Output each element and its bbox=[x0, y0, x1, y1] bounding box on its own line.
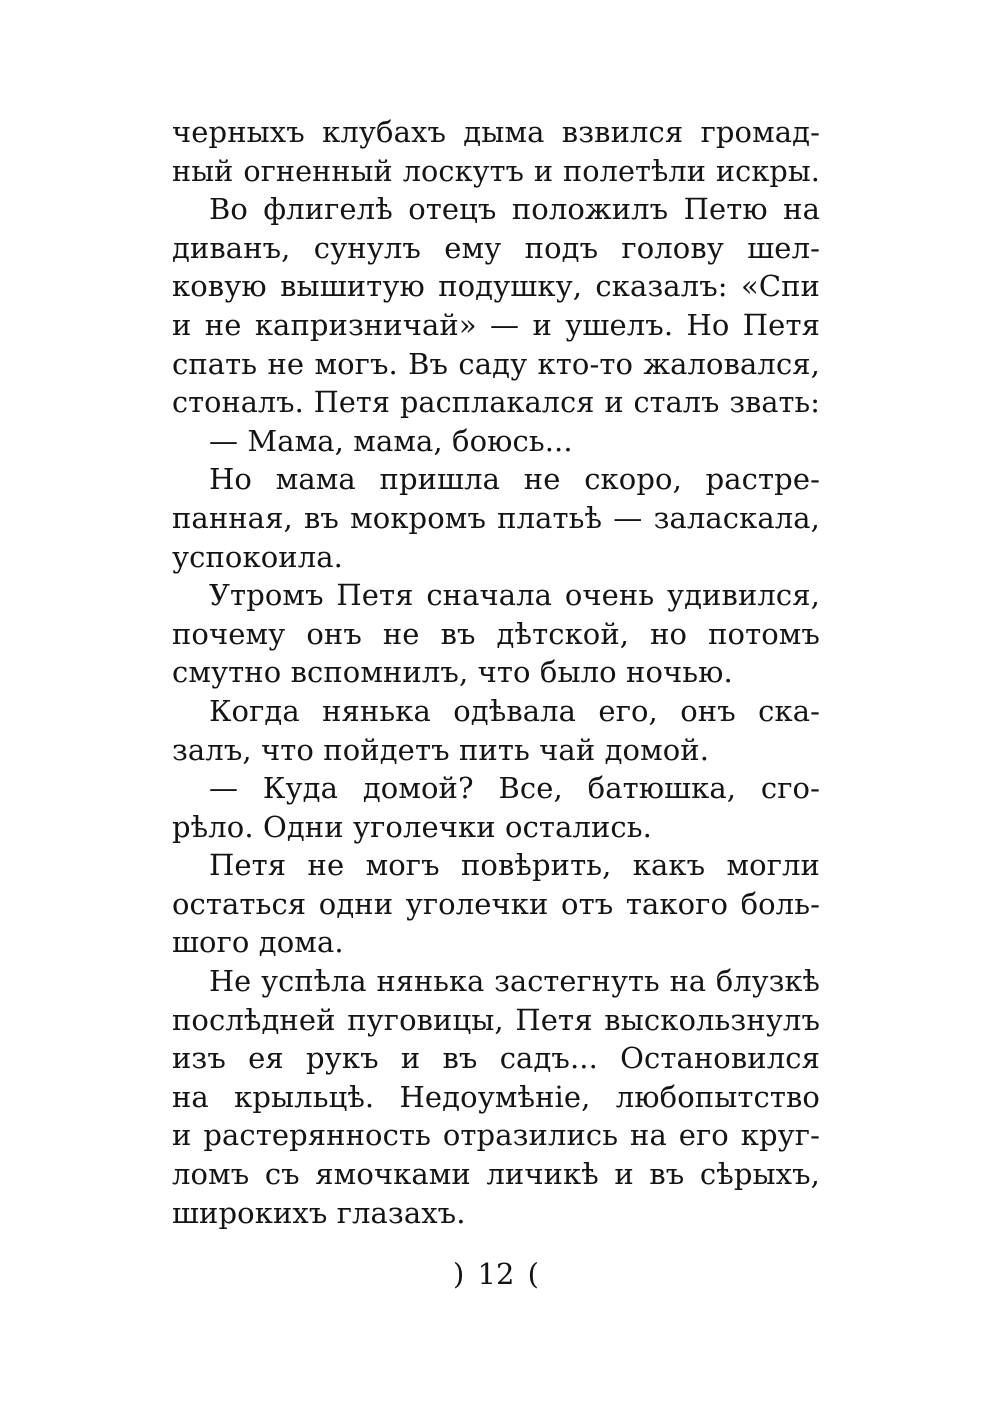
text-line: ломъ съ ямочками личикѣ и въ сѣрыхъ, bbox=[172, 1157, 820, 1192]
body-text bbox=[172, 113, 820, 1232]
text-line: ный огненный лоскутъ и полетѣли искры. bbox=[172, 153, 820, 188]
text-line: остаться одни уголечки отъ такого боль- bbox=[172, 886, 820, 921]
text-line: диванъ, сунулъ ему подъ голову шел- bbox=[172, 230, 820, 265]
text-line: черныхъ клубахъ дыма взвился громад- bbox=[172, 115, 820, 149]
text-line: почему онъ не въ дѣтской, но потомъ bbox=[172, 616, 820, 651]
text-line: Утромъ Петя сначала очень удивился, bbox=[209, 578, 820, 613]
text-line: смутно вспомнилъ, что было ночью. bbox=[172, 655, 733, 690]
text-line: изъ ея рукъ и въ садъ... Остановился bbox=[172, 1041, 820, 1076]
text-line: стоналъ. Петя расплакался и сталъ звать: bbox=[172, 385, 820, 420]
text-line: залъ, что пойдетъ пить чай домой. bbox=[172, 732, 710, 767]
text-line: успокоила. bbox=[172, 539, 343, 574]
text-line: Но мама пришла не скоро, растре- bbox=[209, 462, 820, 497]
text-line: Во флигелѣ отецъ положилъ Петю на bbox=[209, 192, 820, 227]
text-line: — Куда домой? Все, батюшка, сго- bbox=[209, 771, 820, 806]
text-line: широкихъ глазахъ. bbox=[172, 1195, 466, 1230]
text-line: послѣдней пуговицы, Петя выскользнулъ bbox=[172, 1002, 820, 1037]
text-line: ковую вышитую подушку, сказалъ: «Спи bbox=[172, 269, 820, 304]
text-line: спать не могъ. Въ саду кто-то жаловался, bbox=[172, 346, 820, 381]
text-line: шого дома. bbox=[172, 925, 344, 960]
text-line: — Мама, мама, боюсь... bbox=[209, 423, 573, 458]
page-number: ) 12 ( bbox=[453, 1257, 539, 1291]
text-line: рѣло. Одни уголечки остались. bbox=[172, 809, 652, 844]
text-line: и не капризничай» — и ушелъ. Но Петя bbox=[172, 307, 820, 342]
text-line: Не успѣла нянька застегнуть на блузкѣ bbox=[209, 964, 820, 999]
text-line: Петя не могъ повѣрить, какъ могли bbox=[209, 848, 820, 883]
text-line: и растерянность отразились на его круг- bbox=[172, 1118, 820, 1153]
text-line: Когда нянька одѣвала его, онъ ска- bbox=[209, 693, 820, 728]
text-line: на крыльцѣ. Недоумѣніе, любопытство bbox=[172, 1079, 820, 1114]
text-line: панная, въ мокромъ платьѣ — заласкала, bbox=[172, 500, 820, 535]
